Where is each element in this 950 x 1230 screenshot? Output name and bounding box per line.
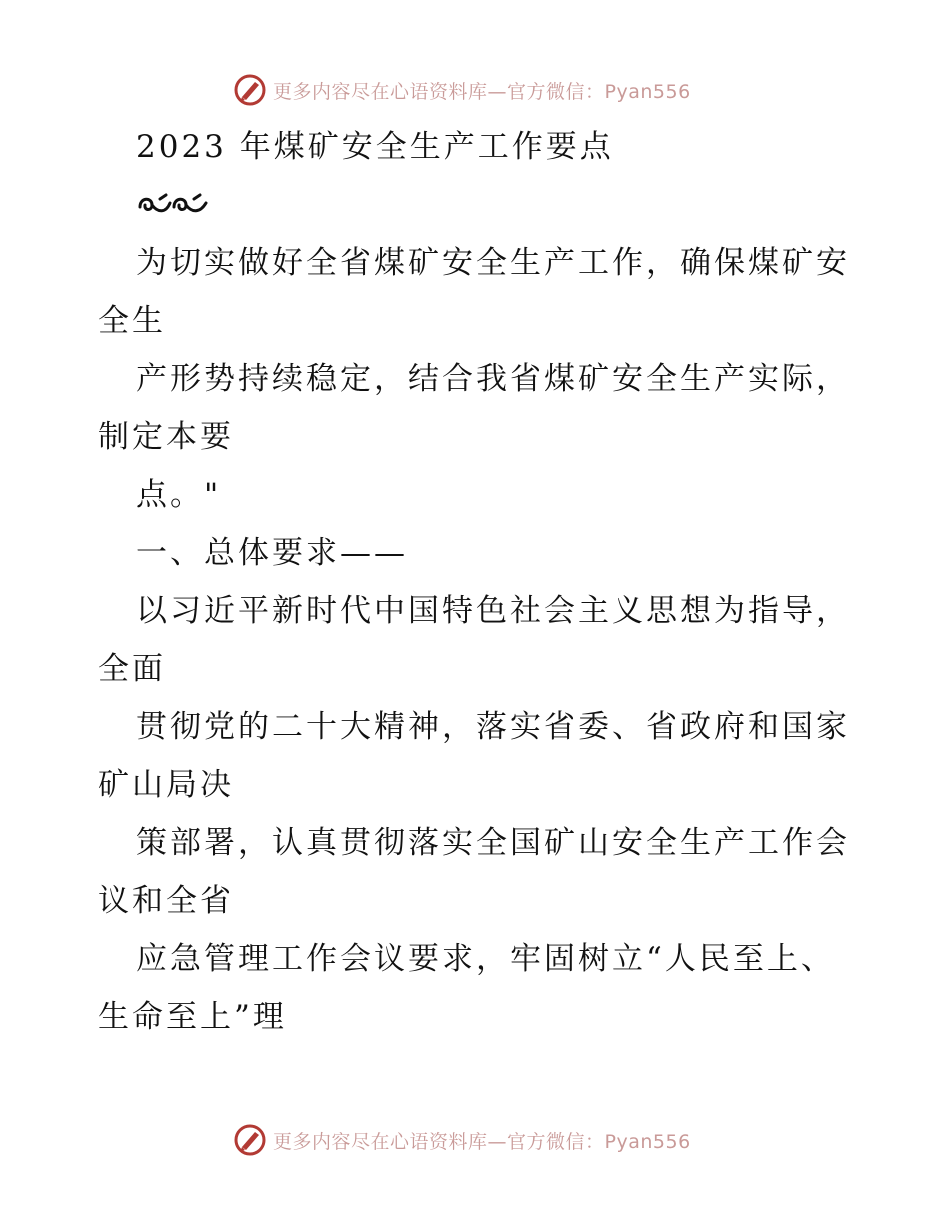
document-body xyxy=(98,118,858,1046)
paragraph-line: 点。" xyxy=(136,477,222,513)
header-watermark xyxy=(233,72,691,108)
paragraph-line: 制定本要 xyxy=(98,419,234,455)
watermark-text: 更多内容尽在心语资料库—官方微信：Pyan556 xyxy=(273,80,691,103)
pen-logo-icon xyxy=(233,73,267,107)
paragraph-line: 策部署，认真贯彻落实全国矿山安全生产工作会 xyxy=(136,825,850,861)
paragraph-line: 产形势持续稳定，结合我省煤矿安全生产实际， xyxy=(136,361,850,397)
section-heading: 一、总体要求—— xyxy=(136,535,408,571)
paragraph-line: 应急管理工作会议要求，牢固树立“人民至上、 xyxy=(136,941,835,977)
paragraph-line: 议和全省 xyxy=(98,883,234,919)
document-title: 2023 年煤矿安全生产工作要点 xyxy=(136,129,614,165)
paragraph-line: 贯彻党的二十大精神，落实省委、省政府和国家 xyxy=(136,709,850,745)
title-ornament xyxy=(98,176,858,234)
paragraph-line: 矿山局决 xyxy=(98,767,234,803)
paragraph-line: 为切实做好全省煤矿安全生产工作，确保煤矿安 xyxy=(136,245,850,281)
paragraph-line: 全面 xyxy=(98,651,166,687)
paragraph-line: 生命至上”理 xyxy=(98,999,287,1035)
paragraph-line: 全生 xyxy=(98,303,166,339)
footer-watermark xyxy=(233,1122,691,1158)
decorative-flourish-icon xyxy=(136,191,212,219)
paragraph-line: 以习近平新时代中国特色社会主义思想为指导， xyxy=(136,593,850,629)
watermark-text: 更多内容尽在心语资料库—官方微信：Pyan556 xyxy=(273,1130,691,1153)
pen-logo-icon xyxy=(233,1123,267,1157)
